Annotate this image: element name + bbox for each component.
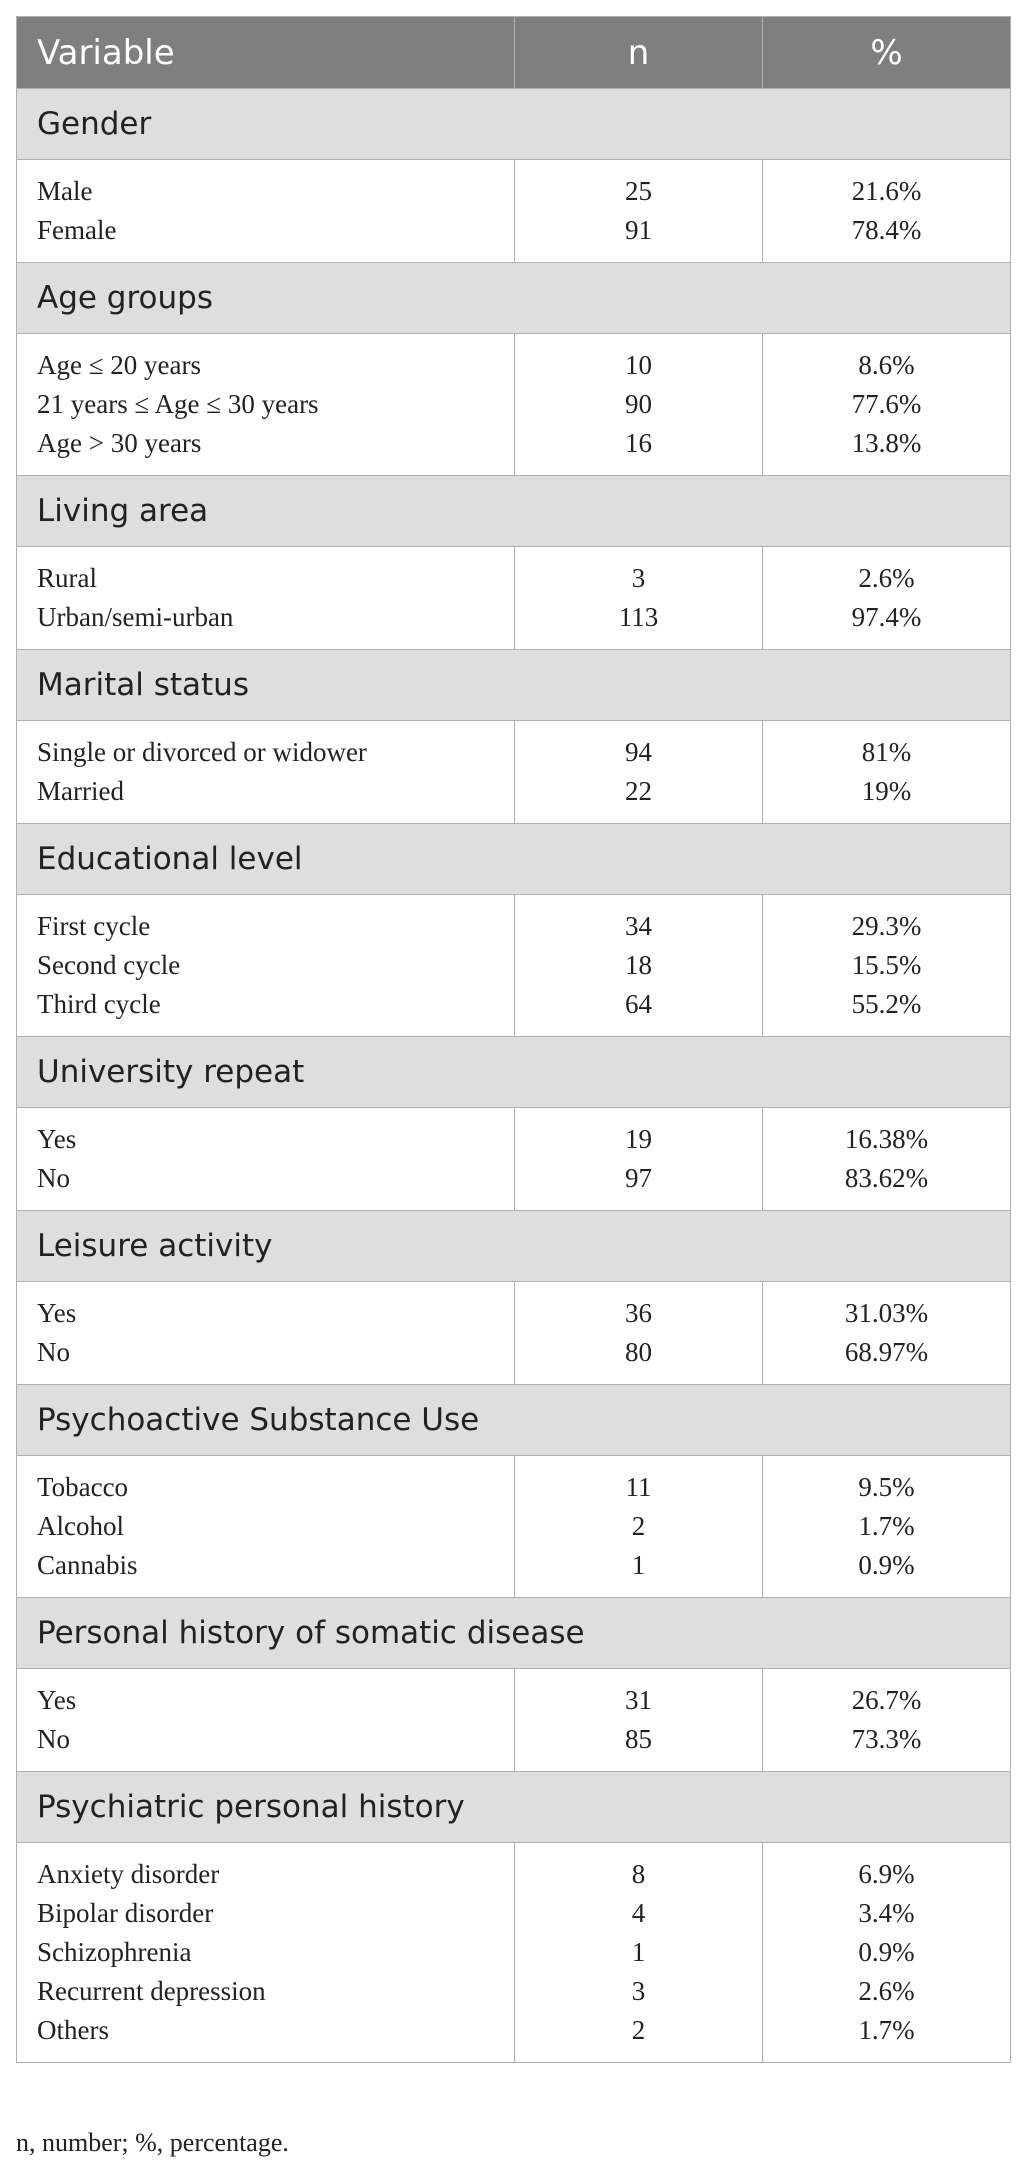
row-label: Rural — [17, 547, 515, 599]
row-percentage: 97.4% — [763, 598, 1011, 650]
row-label: Cannabis — [17, 1546, 515, 1598]
row-percentage: 19% — [763, 772, 1011, 824]
table-row — [17, 895, 1011, 947]
section-header-row — [17, 650, 1011, 721]
table-row — [17, 1456, 1011, 1508]
section-header-row — [17, 1772, 1011, 1843]
row-label: 21 years ≤ Age ≤ 30 years — [17, 385, 515, 424]
table-row — [17, 1159, 1011, 1211]
section-title: Age groups — [17, 263, 1011, 334]
row-count: 22 — [515, 772, 763, 824]
table-row — [17, 1507, 1011, 1546]
row-count: 2 — [515, 2011, 763, 2063]
row-label: Schizophrenia — [17, 1933, 515, 1972]
table-row — [17, 424, 1011, 476]
row-percentage: 0.9% — [763, 1546, 1011, 1598]
row-percentage: 55.2% — [763, 985, 1011, 1037]
section-title: Living area — [17, 476, 1011, 547]
row-percentage: 13.8% — [763, 424, 1011, 476]
row-percentage: 15.5% — [763, 946, 1011, 985]
table-row — [17, 2011, 1011, 2063]
row-count: 90 — [515, 385, 763, 424]
row-percentage: 16.38% — [763, 1108, 1011, 1160]
row-label: Yes — [17, 1282, 515, 1334]
section-title: Marital status — [17, 650, 1011, 721]
row-count: 94 — [515, 721, 763, 773]
row-percentage: 8.6% — [763, 334, 1011, 386]
row-percentage: 1.7% — [763, 2011, 1011, 2063]
section-title: Gender — [17, 89, 1011, 160]
row-label: Bipolar disorder — [17, 1894, 515, 1933]
row-count: 80 — [515, 1333, 763, 1385]
header-n: n — [515, 17, 763, 89]
row-count: 3 — [515, 547, 763, 599]
row-count: 25 — [515, 160, 763, 212]
row-label: Anxiety disorder — [17, 1843, 515, 1895]
row-count: 91 — [515, 211, 763, 263]
row-count: 64 — [515, 985, 763, 1037]
row-count: 36 — [515, 1282, 763, 1334]
table-row — [17, 385, 1011, 424]
row-percentage: 68.97% — [763, 1333, 1011, 1385]
section-title: Psychoactive Substance Use — [17, 1385, 1011, 1456]
section-title: Psychiatric personal history — [17, 1772, 1011, 1843]
table-row — [17, 1108, 1011, 1160]
table-row — [17, 1282, 1011, 1334]
row-label: Age > 30 years — [17, 424, 515, 476]
table-row — [17, 1720, 1011, 1772]
row-count: 97 — [515, 1159, 763, 1211]
row-percentage: 78.4% — [763, 211, 1011, 263]
row-count: 8 — [515, 1843, 763, 1895]
row-label: First cycle — [17, 895, 515, 947]
section-title: Personal history of somatic disease — [17, 1598, 1011, 1669]
row-label: Married — [17, 772, 515, 824]
table-row — [17, 772, 1011, 824]
table-body — [17, 89, 1011, 2063]
row-percentage: 0.9% — [763, 1933, 1011, 1972]
row-label: Urban/semi-urban — [17, 598, 515, 650]
table-row — [17, 1972, 1011, 2011]
section-header-row — [17, 1037, 1011, 1108]
row-label: Third cycle — [17, 985, 515, 1037]
row-label: No — [17, 1159, 515, 1211]
row-percentage: 31.03% — [763, 1282, 1011, 1334]
row-label: Yes — [17, 1108, 515, 1160]
row-percentage: 29.3% — [763, 895, 1011, 947]
row-label: Alcohol — [17, 1507, 515, 1546]
section-title: Leisure activity — [17, 1211, 1011, 1282]
row-count: 85 — [515, 1720, 763, 1772]
table-row — [17, 547, 1011, 599]
row-percentage: 73.3% — [763, 1720, 1011, 1772]
row-count: 18 — [515, 946, 763, 985]
row-percentage: 3.4% — [763, 1894, 1011, 1933]
table-row — [17, 160, 1011, 212]
row-count: 31 — [515, 1669, 763, 1721]
section-header-row — [17, 89, 1011, 160]
section-header-row — [17, 263, 1011, 334]
table-row — [17, 1933, 1011, 1972]
row-percentage: 2.6% — [763, 1972, 1011, 2011]
row-label: Single or divorced or widower — [17, 721, 515, 773]
table-row — [17, 1894, 1011, 1933]
row-count: 10 — [515, 334, 763, 386]
row-label: Age ≤ 20 years — [17, 334, 515, 386]
row-label: Second cycle — [17, 946, 515, 985]
row-percentage: 1.7% — [763, 1507, 1011, 1546]
row-label: No — [17, 1720, 515, 1772]
row-count: 1 — [515, 1546, 763, 1598]
table-row — [17, 1333, 1011, 1385]
table-row — [17, 1546, 1011, 1598]
row-percentage: 2.6% — [763, 547, 1011, 599]
row-count: 34 — [515, 895, 763, 947]
row-percentage: 6.9% — [763, 1843, 1011, 1895]
demographics-table — [16, 16, 1011, 2063]
table-row — [17, 985, 1011, 1037]
row-label: Recurrent depression — [17, 1972, 515, 2011]
row-count: 2 — [515, 1507, 763, 1546]
row-percentage: 81% — [763, 721, 1011, 773]
row-label: Female — [17, 211, 515, 263]
section-header-row — [17, 1598, 1011, 1669]
section-title: Educational level — [17, 824, 1011, 895]
table-row — [17, 211, 1011, 263]
row-count: 11 — [515, 1456, 763, 1508]
table-row — [17, 946, 1011, 985]
section-header-row — [17, 1211, 1011, 1282]
table-row — [17, 1669, 1011, 1721]
table-row — [17, 1843, 1011, 1895]
header-variable: Variable — [17, 17, 515, 89]
row-percentage: 77.6% — [763, 385, 1011, 424]
row-count: 4 — [515, 1894, 763, 1933]
row-label: Tobacco — [17, 1456, 515, 1508]
section-header-row — [17, 1385, 1011, 1456]
table-row — [17, 334, 1011, 386]
table-row — [17, 598, 1011, 650]
row-count: 113 — [515, 598, 763, 650]
demographics-table-container — [16, 16, 1010, 2063]
row-percentage: 9.5% — [763, 1456, 1011, 1508]
section-title: University repeat — [17, 1037, 1011, 1108]
section-header-row — [17, 824, 1011, 895]
row-percentage: 21.6% — [763, 160, 1011, 212]
row-label: No — [17, 1333, 515, 1385]
row-count: 16 — [515, 424, 763, 476]
row-count: 3 — [515, 1972, 763, 2011]
row-label: Others — [17, 2011, 515, 2063]
header-percent: % — [763, 17, 1011, 89]
table-footnote: n, number; %, percentage. — [16, 2128, 289, 2157]
row-percentage: 83.62% — [763, 1159, 1011, 1211]
table-row — [17, 721, 1011, 773]
row-count: 19 — [515, 1108, 763, 1160]
header-row — [17, 17, 1011, 89]
row-percentage: 26.7% — [763, 1669, 1011, 1721]
row-label: Yes — [17, 1669, 515, 1721]
section-header-row — [17, 476, 1011, 547]
table-header — [17, 17, 1011, 89]
row-label: Male — [17, 160, 515, 212]
row-count: 1 — [515, 1933, 763, 1972]
